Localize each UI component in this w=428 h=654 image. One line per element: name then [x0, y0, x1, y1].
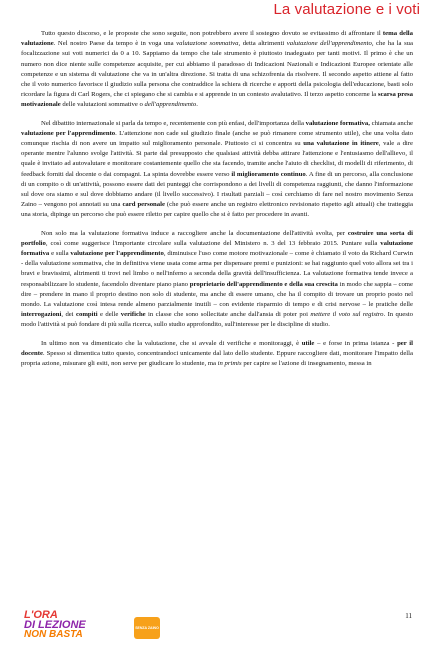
text-run: In ultimo non va dimenticato che la valutazione, che si avvale di verifiche e monitoraggi, è [41, 339, 302, 347]
text-run: e sulla [49, 250, 71, 258]
emphasis-bold: valutazione per l'apprendimento [21, 129, 116, 137]
footer-logo [24, 609, 174, 651]
emphasis-bold: per il docente [21, 339, 413, 357]
emphasis-bold: proprietario dell'apprendimento e della sua crescita [189, 280, 338, 288]
emphasis-italic: valutazione sommativa [176, 40, 239, 48]
text-run: Non solo ma la valutazione formativa induce a raccogliere anche la documentazione dell'attività svolta, per [41, 229, 348, 237]
text-run: chiamata anche [369, 119, 414, 127]
paragraph-3 [21, 229, 413, 331]
text-run: e delle [97, 311, 121, 319]
emphasis-bold: costruire una sorta di portfolio [21, 229, 413, 247]
senza-zaino-badge: SENZA ZAINO [134, 617, 160, 639]
text-run: (che può essere anche un registro elettronico revisionato rispetto agli attuali) che tratteggia una storia, dipinge un percorso che può essere riletto per capire quello che si è fatto per procedere in avanti. [21, 201, 414, 219]
text-run: , diminuisce l'uso come motore motivazionale – come è chiamato il voto da Richard Curwin - della valutazione sommativa, che in definitiva viene usata come arma per dispensare premi e punizioni: se hai raggiunto quel voto allora sei tra i bravi e bravissimi, altrimenti ti trovi nel limbo o nell'inferno a seconda della gravità dell'insufficienza. La valutazione formativa tende invece a responsabilizzare lo studente, facendolo diventare piano piano [21, 250, 413, 288]
text-run: per capire se l'azione di insegnamento, messa in [241, 360, 372, 368]
emphasis-bold: tema della valutazione [21, 30, 413, 48]
emphasis-bold: una valutazione in itinere [303, 140, 379, 148]
text-run: Nel dibattito internazionale si parla da tempo e, recentemente con più enfasi, dell'importanza della [41, 119, 306, 127]
text-run: , vale a dire operante mentre l'alunno svolge l'attività. Si parte dal presupposto che qualsiasi attività debba attirare l'attenzione e l'entusiasmo dell'allievo, il quale è invitato ad autovalutare e monitorare costantemente quello che sta facendo, tramite anche l'aiuto di checklist, di modelli di riferimento, di feedback forniti dal docente o dai compagni. La spinta dovrebbe essere verso [21, 140, 413, 178]
text-run: . L'attenzione non cade sul giudizio finale (anche se può rimanere come strumento utile), che una volta dato comunque rischia di non avere un impatto sul miglioramento personale. Piuttosto ci si concentra su [21, 129, 413, 148]
text-run: . In questo modo l'attività si può fondare di più sulla ricerca, sullo studio approfondito, sull'interesse per le discipline di studio. [21, 311, 414, 329]
text-run: , che ha la sua focalizzazione sui voti numerici da 0 a 10. Sappiamo da tempo che tale strumento è piuttosto inadeguato per tanti motivi. Il primo è che un numero non dice niente sulle competenze acquisite, per cui abbiamo il paradosso di Indicazioni Nazionali e Indicazioni Europee orientate alle competenze e un sistema di valutazione che va in un'altra direzione. Si tratta di una schizofrenia da risolvere. Il secondo aspetto attiene al fatto che il voto numerico favorisce il giudizio sulla persona che contraddice la schiera di ricerche e apporti della psicologia dell'educazione, basti solo ricordare la figura di Carl Rogers, che ci spiegano che si cambia e si apprende in un contesto avalutativo. Il terzo aspetto concerne la [21, 40, 413, 99]
emphasis-bold: valutazione formativa, [305, 119, 370, 127]
emphasis-bold: valutazione per l'apprendimento [70, 250, 164, 258]
text-run: in modo che sappia – come dire – prendere in mano il proprio destino non solo di studente, ma anche di essere umano, che ha il compito di trovare un proprio posto nel mondo. La valutazione così intesa rende almeno parzialmente inutili – con evidente risparmio di tempo e di crisi nervose – le pratiche delle [21, 280, 413, 309]
emphasis-bold: interrogazioni [21, 311, 62, 319]
emphasis-bold: verifiche [120, 311, 146, 319]
emphasis-bold: valutazione formativa [21, 239, 413, 258]
emphasis-bold: il miglioramento continuo [231, 170, 306, 178]
emphasis-bold: scarsa presa motivazionale [21, 91, 414, 109]
logo-line-1: L'ORA [24, 609, 58, 621]
lora-logo [24, 610, 114, 640]
text-run: Tutto questo discorso, e le proposte che sono seguite, non potrebbero avere il sostegno dovuto se evitassimo di affrontare il [41, 30, 383, 37]
emphasis-bold: utile [301, 339, 315, 347]
text-run: , detta altrimenti [238, 40, 287, 48]
paragraph-1 [21, 29, 413, 111]
text-run: . Nel nostro Paese da tempo è in voga una [53, 40, 177, 48]
logo-line-2: DI LEZIONE [24, 619, 86, 631]
article-body [21, 29, 413, 369]
paragraph-4 [21, 339, 413, 370]
text-run: in classe che sono sollecitate anche dall'ansia di poter poi [145, 311, 311, 319]
emphasis-bold: compiti [76, 311, 98, 319]
emphasis-italic: dell'apprendimento [144, 101, 197, 109]
paragraph-2 [21, 119, 413, 221]
emphasis-italic: mettere il voto sul registro [310, 311, 384, 319]
emphasis-bold: card personale [122, 201, 165, 209]
text-run: . [196, 101, 198, 109]
text-run: – e forse in prima istanza - [314, 339, 398, 347]
text-run: delle valutazioni sommative o [60, 101, 145, 109]
text-run: , dei [61, 311, 77, 319]
emphasis-italic: in primis [217, 360, 242, 368]
text-run: , così come suggerisce l'importante circolare sulla valutazione del Ministero n. 3 del 13 febbraio 2015. Puntare sulla [45, 239, 381, 247]
text-run: . Spesso si dimentica tutto questo, concentrandoci unicamente dal lato dello studente. Eppure raccogliere dati, monitorare l'impatto della propria azione, misurare gli esiti, non serve per giudicare lo studente, ma [21, 349, 413, 368]
page-number: 11 [405, 612, 412, 620]
text-run: . A fine di un percorso, alla conclusione di un compito o di un'attività, possono essere dati dei punteggi che corrispondono a dei livelli di competenza raggiunti, che danno l'informazione sul dove ora siamo e sul dove dobbiamo andare (il livello successivo). I risultati parziali – così cerchiamo di fare nel nostro movimento Senza Zaino – vengono poi annotati su una [21, 170, 413, 209]
page-title: La valutazione e i voti [273, 1, 420, 18]
emphasis-italic: valutazione dell'apprendimento [286, 40, 372, 48]
logo-line-3: NON BASTA [24, 629, 83, 640]
